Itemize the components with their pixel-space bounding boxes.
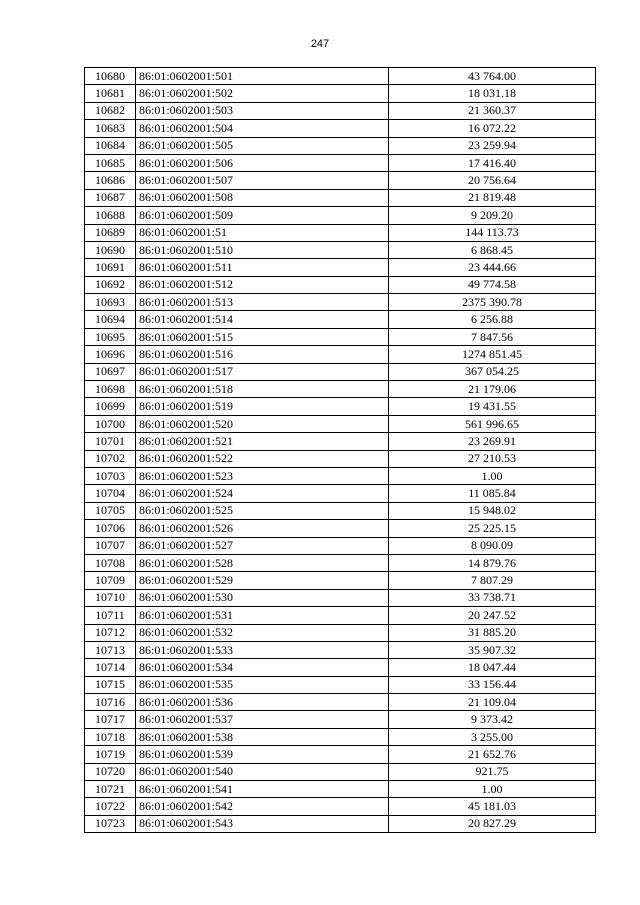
row-number-cell: 10705 xyxy=(85,502,136,519)
table-row xyxy=(85,311,596,328)
cadastral-value-cell: 20 756.64 xyxy=(389,172,596,189)
row-number-cell: 10714 xyxy=(85,659,136,676)
cadastral-value-cell: 9 209.20 xyxy=(389,207,596,224)
table-row xyxy=(85,554,596,571)
table-row xyxy=(85,207,596,224)
cadastral-value-cell: 35 907.32 xyxy=(389,641,596,658)
cadastral-number-cell: 86:01:0602001:516 xyxy=(136,346,389,363)
cadastral-number-cell: 86:01:0602001:515 xyxy=(136,328,389,345)
cadastral-value-cell: 9 373.42 xyxy=(389,711,596,728)
cadastral-value-cell: 6 868.45 xyxy=(389,241,596,258)
row-number-cell: 10720 xyxy=(85,763,136,780)
cadastral-value-cell: 33 738.71 xyxy=(389,589,596,606)
table-row xyxy=(85,728,596,745)
cadastral-value-cell: 21 360.37 xyxy=(389,102,596,119)
table-row xyxy=(85,241,596,258)
row-number-cell: 10696 xyxy=(85,346,136,363)
cadastral-number-cell: 86:01:0602001:511 xyxy=(136,259,389,276)
cadastral-number-cell: 86:01:0602001:512 xyxy=(136,276,389,293)
cadastral-number-cell: 86:01:0602001:506 xyxy=(136,154,389,171)
cadastral-number-cell: 86:01:0602001:523 xyxy=(136,467,389,484)
table-row xyxy=(85,711,596,728)
cadastral-value-cell: 23 269.91 xyxy=(389,433,596,450)
cadastral-value-cell: 21 179.06 xyxy=(389,381,596,398)
row-number-cell: 10692 xyxy=(85,276,136,293)
cadastral-value-cell: 2375 390.78 xyxy=(389,294,596,311)
table-row xyxy=(85,450,596,467)
table-row xyxy=(85,572,596,589)
row-number-cell: 10689 xyxy=(85,224,136,241)
table-row xyxy=(85,520,596,537)
table-row xyxy=(85,433,596,450)
row-number-cell: 10711 xyxy=(85,607,136,624)
cadastral-number-cell: 86:01:0602001:521 xyxy=(136,433,389,450)
cadastral-number-cell: 86:01:0602001:532 xyxy=(136,624,389,641)
cadastral-value-cell: 144 113.73 xyxy=(389,224,596,241)
row-number-cell: 10693 xyxy=(85,294,136,311)
cadastral-number-cell: 86:01:0602001:535 xyxy=(136,676,389,693)
row-number-cell: 10716 xyxy=(85,694,136,711)
table-row xyxy=(85,781,596,798)
cadastral-number-cell: 86:01:0602001:530 xyxy=(136,589,389,606)
row-number-cell: 10713 xyxy=(85,641,136,658)
cadastral-number-cell: 86:01:0602001:538 xyxy=(136,728,389,745)
table-row xyxy=(85,189,596,206)
cadastral-number-cell: 86:01:0602001:525 xyxy=(136,502,389,519)
cadastral-number-cell: 86:01:0602001:509 xyxy=(136,207,389,224)
cadastral-value-cell: 18 031.18 xyxy=(389,85,596,102)
row-number-cell: 10718 xyxy=(85,728,136,745)
cadastral-value-cell: 33 156.44 xyxy=(389,676,596,693)
cadastral-value-cell: 45 181.03 xyxy=(389,798,596,815)
row-number-cell: 10695 xyxy=(85,328,136,345)
cadastral-value-cell: 1274 851.45 xyxy=(389,346,596,363)
table-row xyxy=(85,363,596,380)
table-row xyxy=(85,467,596,484)
cadastral-number-cell: 86:01:0602001:503 xyxy=(136,102,389,119)
page-number: 247 xyxy=(310,38,330,50)
cadastral-number-cell: 86:01:0602001:542 xyxy=(136,798,389,815)
cadastral-value-cell: 18 047.44 xyxy=(389,659,596,676)
table-row xyxy=(85,624,596,641)
cadastral-number-cell: 86:01:0602001:501 xyxy=(136,68,389,85)
cadastral-number-cell: 86:01:0602001:508 xyxy=(136,189,389,206)
cadastral-number-cell: 86:01:0602001:540 xyxy=(136,763,389,780)
table-row xyxy=(85,537,596,554)
table-row xyxy=(85,68,596,85)
cadastral-value-cell: 16 072.22 xyxy=(389,120,596,137)
row-number-cell: 10723 xyxy=(85,815,136,832)
cadastral-value-cell: 921.75 xyxy=(389,763,596,780)
table-row xyxy=(85,137,596,154)
cadastral-number-cell: 86:01:0602001:537 xyxy=(136,711,389,728)
cadastral-value-cell: 31 885.20 xyxy=(389,624,596,641)
table-row xyxy=(85,154,596,171)
cadastral-number-cell: 86:01:0602001:518 xyxy=(136,381,389,398)
row-number-cell: 10685 xyxy=(85,154,136,171)
cadastral-value-cell: 27 210.53 xyxy=(389,450,596,467)
row-number-cell: 10701 xyxy=(85,433,136,450)
row-number-cell: 10710 xyxy=(85,589,136,606)
cadastral-value-cell: 21 109.04 xyxy=(389,694,596,711)
row-number-cell: 10704 xyxy=(85,485,136,502)
row-number-cell: 10702 xyxy=(85,450,136,467)
cadastral-number-cell: 86:01:0602001:507 xyxy=(136,172,389,189)
cadastral-number-cell: 86:01:0602001:505 xyxy=(136,137,389,154)
row-number-cell: 10699 xyxy=(85,398,136,415)
row-number-cell: 10709 xyxy=(85,572,136,589)
cadastral-value-cell: 23 259.94 xyxy=(389,137,596,154)
cadastral-value-cell: 23 444.66 xyxy=(389,259,596,276)
cadastral-number-cell: 86:01:0602001:522 xyxy=(136,450,389,467)
cadastral-value-cell: 7 807.29 xyxy=(389,572,596,589)
cadastral-number-cell: 86:01:0602001:510 xyxy=(136,241,389,258)
table-row xyxy=(85,294,596,311)
row-number-cell: 10715 xyxy=(85,676,136,693)
table-row xyxy=(85,607,596,624)
table-row xyxy=(85,276,596,293)
cadastral-value-cell: 17 416.40 xyxy=(389,154,596,171)
table-row xyxy=(85,259,596,276)
table-row xyxy=(85,763,596,780)
table-row xyxy=(85,328,596,345)
row-number-cell: 10721 xyxy=(85,781,136,798)
cadastral-number-cell: 86:01:0602001:528 xyxy=(136,554,389,571)
row-number-cell: 10683 xyxy=(85,120,136,137)
cadastral-value-cell: 25 225.15 xyxy=(389,520,596,537)
row-number-cell: 10707 xyxy=(85,537,136,554)
cadastral-number-cell: 86:01:0602001:533 xyxy=(136,641,389,658)
row-number-cell: 10680 xyxy=(85,68,136,85)
row-number-cell: 10684 xyxy=(85,137,136,154)
cadastral-value-cell: 1.00 xyxy=(389,781,596,798)
cadastral-number-cell: 86:01:0602001:527 xyxy=(136,537,389,554)
cadastral-number-cell: 86:01:0602001:539 xyxy=(136,746,389,763)
cadastral-value-cell: 561 996.65 xyxy=(389,415,596,432)
row-number-cell: 10686 xyxy=(85,172,136,189)
table-row xyxy=(85,172,596,189)
cadastral-value-cell: 14 879.76 xyxy=(389,554,596,571)
row-number-cell: 10698 xyxy=(85,381,136,398)
cadastral-value-cell: 1.00 xyxy=(389,467,596,484)
cadastral-value-cell: 7 847.56 xyxy=(389,328,596,345)
cadastral-number-cell: 86:01:0602001:51 xyxy=(136,224,389,241)
cadastral-value-cell: 3 255.00 xyxy=(389,728,596,745)
table-row xyxy=(85,502,596,519)
table-row xyxy=(85,398,596,415)
cadastral-number-cell: 86:01:0602001:514 xyxy=(136,311,389,328)
cadastral-value-cell: 49 774.58 xyxy=(389,276,596,293)
cadastral-value-cell: 367 054.25 xyxy=(389,363,596,380)
cadastral-number-cell: 86:01:0602001:513 xyxy=(136,294,389,311)
row-number-cell: 10687 xyxy=(85,189,136,206)
row-number-cell: 10703 xyxy=(85,467,136,484)
cadastral-value-table xyxy=(84,67,596,833)
row-number-cell: 10717 xyxy=(85,711,136,728)
table-row xyxy=(85,415,596,432)
table-row xyxy=(85,589,596,606)
cadastral-number-cell: 86:01:0602001:543 xyxy=(136,815,389,832)
table-row xyxy=(85,85,596,102)
cadastral-value-cell: 21 819.48 xyxy=(389,189,596,206)
row-number-cell: 10682 xyxy=(85,102,136,119)
cadastral-value-cell: 20 827.29 xyxy=(389,815,596,832)
row-number-cell: 10691 xyxy=(85,259,136,276)
row-number-cell: 10697 xyxy=(85,363,136,380)
table-row xyxy=(85,641,596,658)
row-number-cell: 10708 xyxy=(85,554,136,571)
table-row xyxy=(85,815,596,832)
cadastral-value-cell: 21 652.76 xyxy=(389,746,596,763)
row-number-cell: 10681 xyxy=(85,85,136,102)
table-row xyxy=(85,102,596,119)
row-number-cell: 10719 xyxy=(85,746,136,763)
table-row xyxy=(85,120,596,137)
row-number-cell: 10712 xyxy=(85,624,136,641)
cadastral-number-cell: 86:01:0602001:541 xyxy=(136,781,389,798)
cadastral-number-cell: 86:01:0602001:502 xyxy=(136,85,389,102)
table-body xyxy=(85,68,596,833)
cadastral-number-cell: 86:01:0602001:504 xyxy=(136,120,389,137)
cadastral-value-cell: 8 090.09 xyxy=(389,537,596,554)
row-number-cell: 10700 xyxy=(85,415,136,432)
cadastral-number-cell: 86:01:0602001:526 xyxy=(136,520,389,537)
cadastral-value-cell: 19 431.55 xyxy=(389,398,596,415)
cadastral-number-cell: 86:01:0602001:519 xyxy=(136,398,389,415)
cadastral-value-cell: 6 256.88 xyxy=(389,311,596,328)
row-number-cell: 10688 xyxy=(85,207,136,224)
cadastral-number-cell: 86:01:0602001:517 xyxy=(136,363,389,380)
row-number-cell: 10690 xyxy=(85,241,136,258)
table-row xyxy=(85,694,596,711)
table-row xyxy=(85,381,596,398)
table-row xyxy=(85,659,596,676)
cadastral-number-cell: 86:01:0602001:534 xyxy=(136,659,389,676)
table-row xyxy=(85,485,596,502)
table-row xyxy=(85,798,596,815)
table-row xyxy=(85,676,596,693)
table-row xyxy=(85,746,596,763)
row-number-cell: 10706 xyxy=(85,520,136,537)
cadastral-value-cell: 43 764.00 xyxy=(389,68,596,85)
cadastral-value-cell: 15 948.02 xyxy=(389,502,596,519)
cadastral-number-cell: 86:01:0602001:520 xyxy=(136,415,389,432)
cadastral-value-cell: 11 085.84 xyxy=(389,485,596,502)
row-number-cell: 10694 xyxy=(85,311,136,328)
table-row xyxy=(85,224,596,241)
cadastral-number-cell: 86:01:0602001:529 xyxy=(136,572,389,589)
cadastral-number-cell: 86:01:0602001:536 xyxy=(136,694,389,711)
cadastral-value-cell: 20 247.52 xyxy=(389,607,596,624)
cadastral-number-cell: 86:01:0602001:524 xyxy=(136,485,389,502)
row-number-cell: 10722 xyxy=(85,798,136,815)
table-row xyxy=(85,346,596,363)
cadastral-number-cell: 86:01:0602001:531 xyxy=(136,607,389,624)
